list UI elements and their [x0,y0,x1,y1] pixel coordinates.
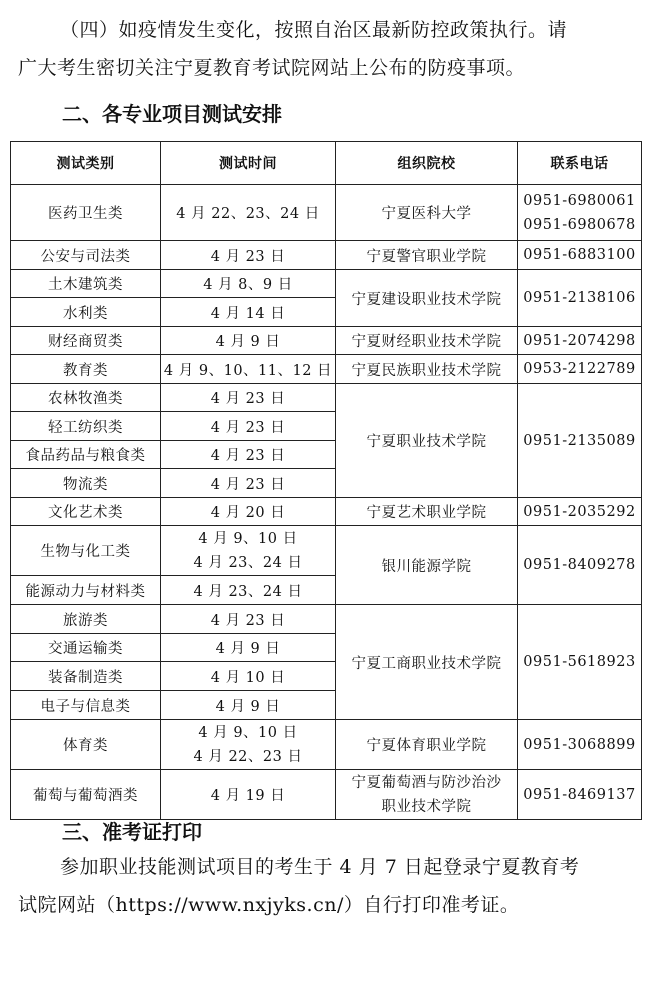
cell-school: 宁夏建设职业技术学院 [336,270,518,327]
cell-category: 体育类 [11,720,161,770]
cell-category: 文化艺术类 [11,498,161,526]
cell-category: 土木建筑类 [11,270,161,298]
cell-category: 能源动力与材料类 [11,576,161,605]
cell-date: 4 月 23 日 [161,469,336,498]
cell-date: 4 月 14 日 [161,298,336,327]
table-header-row [11,142,642,185]
cell-date: 4 月 23 日 [161,441,336,469]
cell-date: 4 月 9、10、11、12 日 [161,355,336,384]
cell-category: 医药卫生类 [11,185,161,241]
table-row [11,605,642,634]
cell-date: 4 月 19 日 [161,770,336,820]
cell-date: 4 月 23、24 日 [161,576,336,605]
cell-category: 交通运输类 [11,634,161,662]
table-row [11,720,642,770]
cell-school: 宁夏职业技术学院 [336,384,518,498]
section-2-heading: 二、各专业项目测试安排 [62,102,282,126]
cell-date: 4 月 23 日 [161,384,336,412]
cell-phone: 0951-3068899 [518,720,642,770]
cell-category: 食品药品与粮食类 [11,441,161,469]
header-phone: 联系电话 [518,142,642,185]
cell-category: 生物与化工类 [11,526,161,576]
schedule-table [10,141,642,820]
cell-category: 电子与信息类 [11,691,161,720]
cell-phone [518,185,642,241]
cell-date: 4 月 10 日 [161,662,336,691]
cell-phone: 0951-8469137 [518,770,642,820]
cell-category: 装备制造类 [11,662,161,691]
cell-date: 4 月 9 日 [161,634,336,662]
cell-category: 财经商贸类 [11,327,161,355]
section-3-heading: 三、准考证打印 [62,820,202,844]
cell-phone: 0951-6883100 [518,241,642,270]
cell-school: 宁夏财经职业技术学院 [336,327,518,355]
phone-line: 0951-6980061 [523,192,636,209]
table-row [11,526,642,576]
date-line: 4 月 9、10 日 [198,724,298,741]
cell-phone: 0953-2122789 [518,355,642,384]
cell-school: 宁夏医科大学 [336,185,518,241]
table-row [11,327,642,355]
intro-paragraph [18,11,648,87]
cell-category: 旅游类 [11,605,161,634]
cell-phone: 0951-5618923 [518,605,642,720]
cell-school: 宁夏工商职业技术学院 [336,605,518,720]
print-line-2: 试院网站（https://www.nxjyks.cn/）自行打印准考证。 [18,894,520,916]
cell-category: 农林牧渔类 [11,384,161,412]
header-date: 测试时间 [161,142,336,185]
cell-school [336,770,518,820]
cell-category: 教育类 [11,355,161,384]
date-line: 4 月 23、24 日 [193,554,303,571]
cell-phone: 0951-2135089 [518,384,642,498]
cell-phone: 0951-2035292 [518,498,642,526]
table-row [11,270,642,298]
cell-phone: 0951-8409278 [518,526,642,605]
cell-category: 水利类 [11,298,161,327]
phone-line: 0951-6980678 [523,216,636,233]
cell-phone: 0951-2074298 [518,327,642,355]
cell-date: 4 月 23 日 [161,412,336,441]
intro-line-1: （四）如疫情发生变化，按照自治区最新防控政策执行。请 [60,19,568,41]
cell-date: 4 月 8、9 日 [161,270,336,298]
header-category: 测试类别 [11,142,161,185]
cell-date [161,526,336,576]
print-paragraph [18,848,648,924]
cell-school: 宁夏体育职业学院 [336,720,518,770]
table-row [11,355,642,384]
table-row [11,498,642,526]
cell-date: 4 月 22、23、24 日 [161,185,336,241]
cell-school: 宁夏艺术职业学院 [336,498,518,526]
cell-category: 物流类 [11,469,161,498]
print-line-1: 参加职业技能测试项目的考生于 4 月 7 日起登录宁夏教育考 [60,856,580,878]
cell-date: 4 月 23 日 [161,241,336,270]
cell-date: 4 月 23 日 [161,605,336,634]
cell-school: 银川能源学院 [336,526,518,605]
cell-school: 宁夏警官职业学院 [336,241,518,270]
header-school: 组织院校 [336,142,518,185]
cell-school: 宁夏民族职业技术学院 [336,355,518,384]
intro-line-2: 广大考生密切关注宁夏教育考试院网站上公布的防疫事项。 [18,57,526,79]
cell-date [161,720,336,770]
cell-category: 葡萄与葡萄酒类 [11,770,161,820]
table-row [11,241,642,270]
school-line: 宁夏葡萄酒与防沙治沙 [351,774,502,791]
school-line: 职业技术学院 [381,798,472,815]
cell-date: 4 月 20 日 [161,498,336,526]
date-line: 4 月 22、23 日 [193,748,303,765]
cell-category: 公安与司法类 [11,241,161,270]
cell-phone: 0951-2138106 [518,270,642,327]
cell-date: 4 月 9 日 [161,327,336,355]
date-line: 4 月 9、10 日 [198,530,298,547]
cell-date: 4 月 9 日 [161,691,336,720]
cell-category: 轻工纺织类 [11,412,161,441]
table-row [11,384,642,412]
table-row [11,770,642,820]
table-row [11,185,642,241]
